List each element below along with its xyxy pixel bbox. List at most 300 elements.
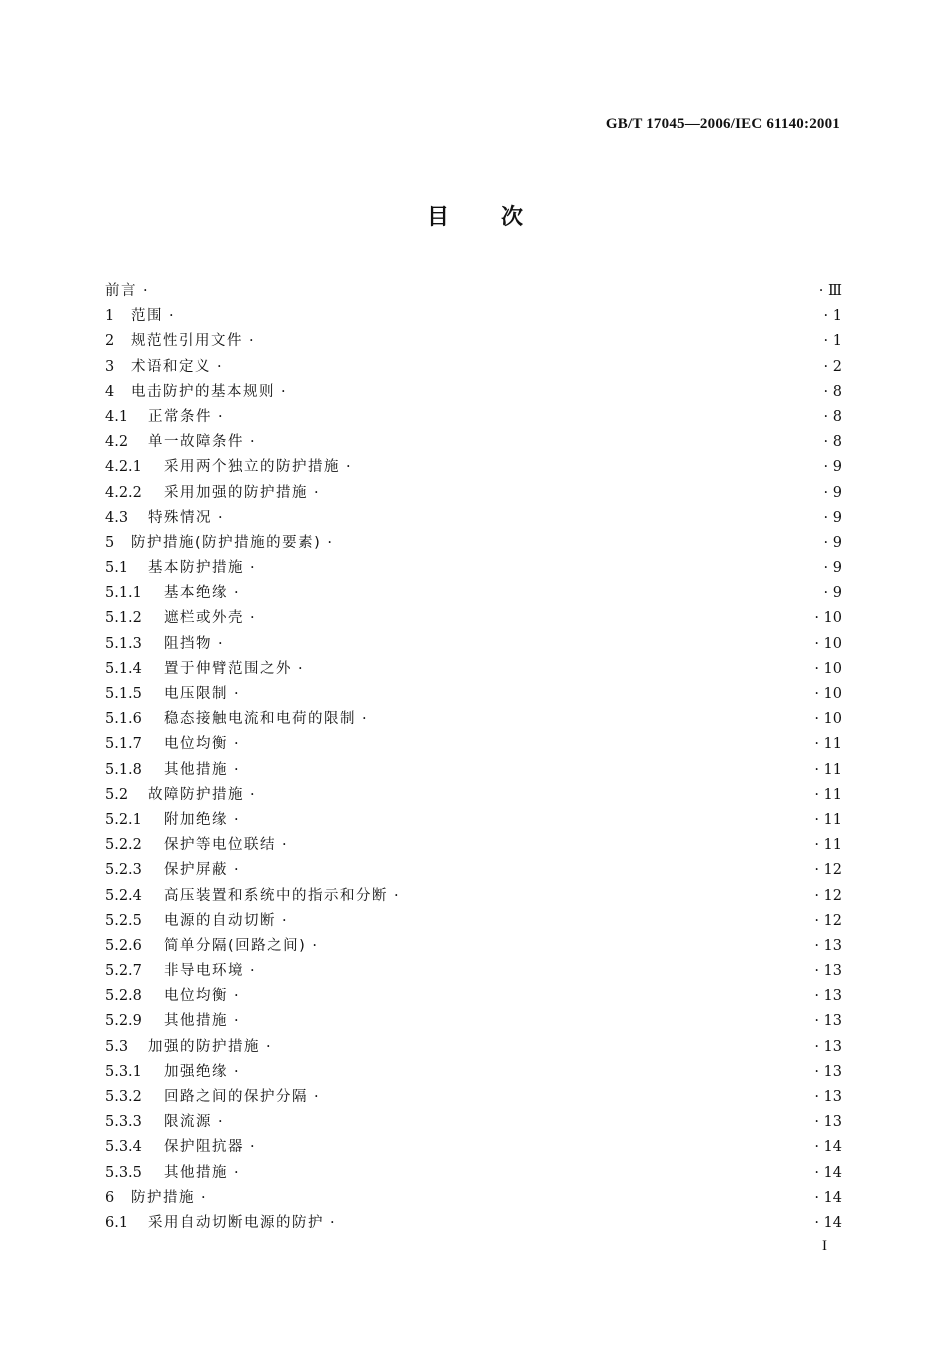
toc-entry[interactable] — [105, 1009, 842, 1034]
toc-entry-heading — [105, 455, 802, 480]
toc-page-number: 9 — [832, 585, 842, 602]
toc-page-leader-dot: · — [814, 1214, 824, 1231]
toc-entry-heading — [105, 1211, 802, 1236]
toc-entry-page — [802, 329, 842, 354]
toc-page-leader-dot: · — [814, 660, 824, 677]
toc-page-leader-dot: · — [814, 736, 824, 753]
toc-entry-page — [802, 707, 842, 732]
toc-entry-page — [802, 833, 842, 858]
toc-page-number: 13 — [823, 963, 842, 980]
toc-entry-page — [802, 1110, 842, 1135]
toc-page-number: 8 — [832, 408, 842, 425]
toc-page-leader-dot: · — [814, 1013, 824, 1030]
toc-entry-number: 4.2.2 — [105, 484, 142, 501]
toc-entry-heading — [105, 758, 802, 783]
toc-entry-number: 5.1.3 — [105, 635, 142, 652]
toc-entry-title: 采用自动切断电源的防护 — [148, 1214, 324, 1231]
toc-entry-heading — [105, 808, 802, 833]
toc-entry-number: 5.1.5 — [105, 686, 142, 702]
toc-entry[interactable] — [105, 430, 842, 455]
toc-page-number: 11 — [823, 761, 842, 778]
toc-entry-number: 5 — [105, 534, 115, 551]
toc-entry-heading — [105, 682, 802, 707]
toc-page-number: 12 — [823, 887, 842, 904]
toc-entry-number: 6.1 — [105, 1214, 129, 1231]
toc-page-leader-dot: · — [814, 963, 824, 980]
toc-entry-number: 4 — [105, 383, 115, 400]
toc-leader-dot: · — [266, 1038, 271, 1055]
toc-entry-heading — [105, 934, 802, 959]
toc-entry-number: 5.1.7 — [105, 736, 142, 753]
toc-entry[interactable] — [105, 783, 842, 808]
toc-entry-page — [802, 657, 842, 682]
toc-page-number: 11 — [823, 736, 842, 753]
toc-page-leader-dot: · — [823, 308, 833, 325]
toc-leader-dot: · — [201, 1189, 206, 1206]
toc-leader-dot: · — [250, 963, 255, 980]
toc-leader-dot: · — [234, 1164, 239, 1181]
toc-entry[interactable] — [105, 707, 842, 732]
toc-leader-dot: · — [234, 585, 239, 602]
toc-page-number: 13 — [823, 1013, 842, 1030]
toc-entry-number: 4.3 — [105, 509, 129, 526]
toc-entry-title: 前言 — [105, 283, 137, 299]
toc-page-number: 1 — [832, 308, 842, 325]
toc-entry-heading — [105, 1085, 802, 1110]
toc-entry[interactable] — [105, 1110, 842, 1135]
toc-entry-number: 5.1.2 — [105, 610, 142, 627]
toc-leader-dot: · — [234, 862, 239, 879]
toc-page-leader-dot: · — [823, 534, 833, 551]
toc-page-leader-dot: · — [823, 459, 833, 476]
toc-page-number: 13 — [823, 1063, 842, 1080]
toc-entry-title: 电击防护的基本规则 — [131, 383, 275, 400]
toc-entry-heading — [105, 556, 802, 581]
toc-entry[interactable] — [105, 606, 842, 631]
toc-entry-title: 其他措施 — [164, 1013, 228, 1030]
toc-leader-dot: · — [218, 408, 223, 425]
toc-page-number: 11 — [823, 811, 842, 828]
toc-leader-dot: · — [234, 811, 239, 828]
toc-entry-heading — [105, 355, 802, 380]
toc-entry-number: 5.2.3 — [105, 862, 142, 879]
toc-entry[interactable] — [105, 531, 842, 556]
toc-entry-page — [802, 1035, 842, 1060]
toc-leader-dot: · — [234, 1063, 239, 1080]
toc-entry-heading — [105, 984, 802, 1009]
toc-entry-number: 5.2.2 — [105, 837, 142, 854]
toc-page-number: 14 — [823, 1139, 842, 1156]
toc-leader-dot: · — [346, 459, 351, 476]
toc-entry-number: 6 — [105, 1189, 115, 1206]
toc-page-leader-dot: · — [814, 811, 824, 828]
toc-entry[interactable] — [105, 405, 842, 430]
toc-entry-heading — [105, 279, 802, 304]
toc-entry-number: 4.2 — [105, 434, 129, 451]
toc-entry-page — [802, 1060, 842, 1085]
toc-entry-page — [802, 758, 842, 783]
toc-leader-dot: · — [218, 509, 223, 526]
toc-leader-dot: · — [250, 610, 255, 627]
toc-entry[interactable] — [105, 1211, 842, 1236]
toc-entry-page — [802, 455, 842, 480]
toc-leader-dot: · — [218, 1114, 223, 1131]
toc-page-number: 10 — [823, 635, 842, 652]
toc-entry[interactable] — [105, 455, 842, 480]
toc-entry-heading — [105, 430, 802, 455]
toc-page-leader-dot: · — [814, 887, 824, 904]
toc-page-number: 11 — [823, 837, 842, 854]
toc-page-leader-dot: · — [823, 434, 833, 451]
toc-entry-number: 4.1 — [105, 408, 129, 425]
toc-page-leader-dot: · — [814, 610, 824, 627]
toc-entry-heading — [105, 1186, 802, 1211]
toc-entry-title: 采用加强的防护措施 — [164, 484, 308, 501]
toc-entry-title: 稳态接触电流和电荷的限制 — [164, 711, 356, 728]
toc-page-number: 8 — [832, 434, 842, 451]
toc-entry-heading — [105, 1110, 802, 1135]
toc-leader-dot: · — [362, 711, 367, 728]
toc-entry-title: 防护措施 — [131, 1189, 195, 1206]
toc-entry-number: 5.2.6 — [105, 937, 142, 954]
toc-entry-page — [802, 909, 842, 934]
toc-page-number: 11 — [823, 786, 842, 803]
toc-entry-title: 单一故障条件 — [148, 434, 244, 451]
toc-entry-title: 电位均衡 — [164, 736, 228, 753]
toc-entry-page — [802, 405, 842, 430]
page-number: I — [822, 1238, 827, 1254]
toc-page-leader-dot: · — [814, 1139, 824, 1156]
toc-entry-heading — [105, 1060, 802, 1085]
toc-entry-title: 电压限制 — [164, 686, 228, 702]
toc-page-leader-dot: · — [814, 1038, 824, 1055]
toc-entry-title: 保护等电位联结 — [164, 837, 276, 854]
toc-entry-title: 限流源 — [164, 1114, 212, 1131]
toc-entry-heading — [105, 405, 802, 430]
toc-entry-number: 5.3.5 — [105, 1164, 142, 1181]
toc-entry-page — [802, 279, 842, 304]
toc-page-number: 13 — [823, 988, 842, 1005]
toc-entry-title: 采用两个独立的防护措施 — [164, 459, 340, 476]
toc-entry-page — [802, 506, 842, 531]
toc-entry-title: 置于伸臂范围之外 — [164, 660, 292, 677]
toc-leader-dot: · — [327, 534, 332, 551]
toc-leader-dot: · — [218, 635, 223, 652]
toc-entry-number: 5.2.8 — [105, 988, 142, 1005]
toc-entry-heading — [105, 783, 802, 808]
toc-entry-page — [802, 783, 842, 808]
toc-entry[interactable] — [105, 279, 842, 304]
toc-entry-heading — [105, 506, 802, 531]
toc-entry-heading — [105, 858, 802, 883]
toc-entry-title: 电位均衡 — [164, 988, 228, 1005]
toc-page-leader-dot: · — [823, 509, 833, 526]
toc-entry-page — [802, 1009, 842, 1034]
toc-entry-heading — [105, 380, 802, 405]
toc-leader-dot: · — [250, 434, 255, 451]
toc-entry[interactable] — [105, 1186, 842, 1211]
toc-entry-page — [802, 884, 842, 909]
toc-entry-title: 基本绝缘 — [164, 585, 228, 602]
toc-leader-dot: · — [234, 736, 239, 753]
page-title — [0, 200, 950, 231]
toc-entry-page — [802, 1161, 842, 1186]
toc-leader-dot: · — [250, 786, 255, 803]
toc-leader-dot: · — [234, 686, 239, 702]
toc-page-number: 10 — [823, 686, 842, 702]
toc-page-leader-dot: · — [814, 1114, 824, 1131]
toc-page-leader-dot: · — [823, 358, 833, 375]
toc-page-leader-dot: · — [823, 333, 833, 350]
toc-entry-number: 5.2.7 — [105, 963, 142, 980]
toc-entry-heading — [105, 1009, 802, 1034]
toc-entry-heading — [105, 329, 802, 354]
toc-entry[interactable] — [105, 1135, 842, 1160]
toc-page-leader-dot: · — [814, 1089, 824, 1105]
toc-page-leader-dot: · — [823, 585, 833, 602]
toc-entry[interactable] — [105, 329, 842, 354]
toc-leader-dot: · — [282, 837, 287, 854]
toc-entry-heading — [105, 732, 802, 757]
toc-entry-heading — [105, 707, 802, 732]
toc-leader-dot: · — [298, 660, 303, 677]
toc-entry-heading — [105, 909, 802, 934]
toc-page-leader-dot: · — [823, 560, 833, 577]
toc-entry-page — [802, 632, 842, 657]
toc-entry-title: 其他措施 — [164, 761, 228, 778]
toc-entry-page — [802, 934, 842, 959]
toc-entry-page — [802, 1085, 842, 1110]
toc-entry-page — [802, 606, 842, 631]
toc-entry[interactable] — [105, 1035, 842, 1060]
toc-entry[interactable] — [105, 959, 842, 984]
toc-page-leader-dot: · — [814, 1063, 824, 1080]
toc-entry-title: 遮栏或外壳 — [164, 610, 244, 627]
toc-entry-heading — [105, 632, 802, 657]
toc-entry-heading — [105, 481, 802, 506]
toc-entry-page — [802, 732, 842, 757]
toc-entry-number: 5.1.1 — [105, 585, 142, 602]
toc-entry[interactable] — [105, 682, 842, 707]
toc-entry[interactable] — [105, 984, 842, 1009]
toc-entry-number: 5.3.4 — [105, 1139, 142, 1156]
toc-entry[interactable] — [105, 355, 842, 380]
toc-entry-title: 故障防护措施 — [148, 786, 244, 803]
toc-entry-page — [802, 430, 842, 455]
toc-leader-dot: · — [249, 333, 254, 350]
toc-page-number: Ⅲ — [828, 283, 842, 299]
toc-entry-page — [802, 959, 842, 984]
toc-leader-dot: · — [250, 1139, 255, 1156]
toc-entry[interactable] — [105, 758, 842, 783]
toc-page-number: 14 — [823, 1214, 842, 1231]
toc-leader-dot: · — [330, 1214, 335, 1231]
toc-entry[interactable] — [105, 934, 842, 959]
toc-entry-title: 其他措施 — [164, 1164, 228, 1181]
toc-page-leader-dot: · — [814, 786, 824, 803]
toc-entry-page — [802, 1135, 842, 1160]
toc-entry-number: 5.1.4 — [105, 660, 142, 677]
toc-page-number: 9 — [832, 560, 842, 577]
toc-entry-heading — [105, 606, 802, 631]
toc-entry-number: 3 — [105, 358, 115, 375]
toc-page-number: 12 — [823, 912, 842, 929]
toc-page-leader-dot: · — [814, 837, 824, 854]
toc-page-number: 9 — [832, 459, 842, 476]
toc-entry-heading — [105, 1161, 802, 1186]
toc-entry-page — [802, 1186, 842, 1211]
toc-leader-dot: · — [394, 887, 399, 904]
toc-page-number: 10 — [823, 660, 842, 677]
toc-entry[interactable] — [105, 581, 842, 606]
toc-entry-page — [802, 682, 842, 707]
toc-page-number: 14 — [823, 1164, 842, 1181]
toc-entry-heading — [105, 1035, 802, 1060]
toc-entry-title: 正常条件 — [148, 408, 212, 425]
toc-entry[interactable] — [105, 732, 842, 757]
toc-entry[interactable] — [105, 909, 842, 934]
toc-leader-dot: · — [234, 1013, 239, 1030]
toc-entry-page — [802, 556, 842, 581]
toc-page-leader-dot: · — [814, 937, 824, 954]
toc-entry-page — [802, 355, 842, 380]
toc-page-number: 12 — [823, 862, 842, 879]
toc-page-number: 1 — [832, 333, 842, 350]
toc-entry-title: 防护措施(防护措施的要素) — [131, 534, 322, 551]
toc-entry-page — [802, 1211, 842, 1236]
toc-page-number: 13 — [823, 937, 842, 954]
toc-entry-number: 5.1.8 — [105, 761, 142, 778]
toc-entry-title: 加强绝缘 — [164, 1063, 228, 1080]
toc-leader-dot: · — [234, 988, 239, 1005]
toc-entry[interactable] — [105, 833, 842, 858]
toc-leader-dot: · — [217, 358, 222, 375]
toc-entry-title: 加强的防护措施 — [148, 1038, 260, 1055]
toc-entry-page — [802, 581, 842, 606]
toc-entry[interactable] — [105, 858, 842, 883]
toc-entry-title: 特殊情况 — [148, 509, 212, 526]
toc-leader-dot: · — [169, 308, 174, 325]
toc-entry-page — [802, 481, 842, 506]
toc-leader-dot: · — [281, 383, 286, 400]
toc-leader-dot: · — [314, 1089, 319, 1105]
toc-entry-title: 保护阻抗器 — [164, 1139, 244, 1156]
toc-entry-number: 5.2.9 — [105, 1013, 142, 1030]
toc-entry-title: 范围 — [131, 308, 163, 325]
toc-page-number: 13 — [823, 1038, 842, 1055]
toc-entry-number: 4.2.1 — [105, 459, 142, 476]
toc-leader-dot: · — [250, 560, 255, 577]
toc-entry[interactable] — [105, 380, 842, 405]
toc-page-leader-dot: · — [814, 761, 824, 778]
toc-entry-title: 电源的自动切断 — [164, 912, 276, 929]
toc-entry-title: 保护屏蔽 — [164, 862, 228, 879]
toc-leader-dot: · — [312, 937, 317, 954]
toc-leader-dot: · — [314, 484, 319, 501]
toc-entry-page — [802, 984, 842, 1009]
toc-page-number: 14 — [823, 1189, 842, 1206]
toc-leader-dot: · — [143, 283, 148, 299]
toc-page-leader-dot: · — [814, 988, 824, 1005]
title-char-1: 目 — [426, 205, 449, 230]
toc-entry-number: 5.3.1 — [105, 1063, 142, 1080]
toc-entry[interactable] — [105, 1060, 842, 1085]
toc-page-leader-dot: · — [814, 635, 824, 652]
toc-page-number: 2 — [832, 358, 842, 375]
toc-entry-page — [802, 304, 842, 329]
toc-entry-heading — [105, 1135, 802, 1160]
toc-entry-title: 附加绝缘 — [164, 811, 228, 828]
toc-page-number: 13 — [823, 1089, 842, 1105]
toc-entry-heading — [105, 304, 802, 329]
toc-page-number: 13 — [823, 1114, 842, 1131]
toc-page-number: 10 — [823, 711, 842, 728]
toc-entry-page — [802, 380, 842, 405]
toc-entry-page — [802, 808, 842, 833]
toc-entry-number: 5.2.5 — [105, 912, 142, 929]
toc-entry-number: 2 — [105, 333, 115, 350]
toc-entry-number: 5.1 — [105, 560, 129, 577]
toc-entry-page — [802, 531, 842, 556]
toc-entry-title: 非导电环境 — [164, 963, 244, 980]
toc-entry-title: 阻挡物 — [164, 635, 212, 652]
toc-page-leader-dot: · — [814, 912, 824, 929]
toc-page-leader-dot: · — [823, 408, 833, 425]
toc-entry-number: 5.3 — [105, 1038, 129, 1055]
toc-entry[interactable] — [105, 657, 842, 682]
title-char-2: 次 — [501, 205, 524, 230]
toc-entry-heading — [105, 531, 802, 556]
toc-entry[interactable] — [105, 556, 842, 581]
toc-entry-number: 1 — [105, 308, 115, 325]
toc-page-leader-dot: · — [814, 862, 824, 879]
toc-entry-number: 5.2.4 — [105, 887, 142, 904]
toc-leader-dot: · — [234, 761, 239, 778]
standard-code-header: GB/T 17045—2006/IEC 61140:2001 — [605, 116, 840, 132]
toc-entry[interactable] — [105, 632, 842, 657]
toc-entry[interactable] — [105, 1161, 842, 1186]
toc-page-leader-dot: · — [814, 1189, 824, 1206]
toc-entry-number: 5.3.2 — [105, 1089, 142, 1105]
toc-page-leader-dot: · — [814, 711, 824, 728]
toc-page-leader-dot: · — [814, 686, 824, 702]
toc-entry-heading — [105, 657, 802, 682]
toc-page-number: 8 — [832, 383, 842, 400]
toc-page-number: 9 — [832, 509, 842, 526]
toc-entry-number: 5.2 — [105, 786, 129, 803]
toc-entry[interactable] — [105, 1085, 842, 1110]
toc-entry-title: 基本防护措施 — [148, 560, 244, 577]
toc-entry-number: 5.2.1 — [105, 811, 142, 828]
toc-entry-heading — [105, 833, 802, 858]
toc-entry-title: 规范性引用文件 — [131, 333, 243, 350]
toc-entry-number: 5.1.6 — [105, 711, 142, 728]
toc-entry[interactable] — [105, 304, 842, 329]
table-of-contents — [105, 279, 842, 1236]
toc-entry[interactable] — [105, 506, 842, 531]
toc-entry[interactable] — [105, 884, 842, 909]
toc-entry-title: 回路之间的保护分隔 — [164, 1089, 308, 1105]
toc-page-leader-dot: · — [814, 1164, 824, 1181]
toc-entry-title: 高压装置和系统中的指示和分断 — [164, 887, 388, 904]
toc-entry[interactable] — [105, 481, 842, 506]
toc-entry-heading — [105, 959, 802, 984]
toc-page-leader-dot: · — [823, 383, 833, 400]
toc-entry[interactable] — [105, 808, 842, 833]
toc-entry-title: 术语和定义 — [131, 358, 211, 375]
toc-entry-heading — [105, 581, 802, 606]
toc-page-number: 10 — [823, 610, 842, 627]
